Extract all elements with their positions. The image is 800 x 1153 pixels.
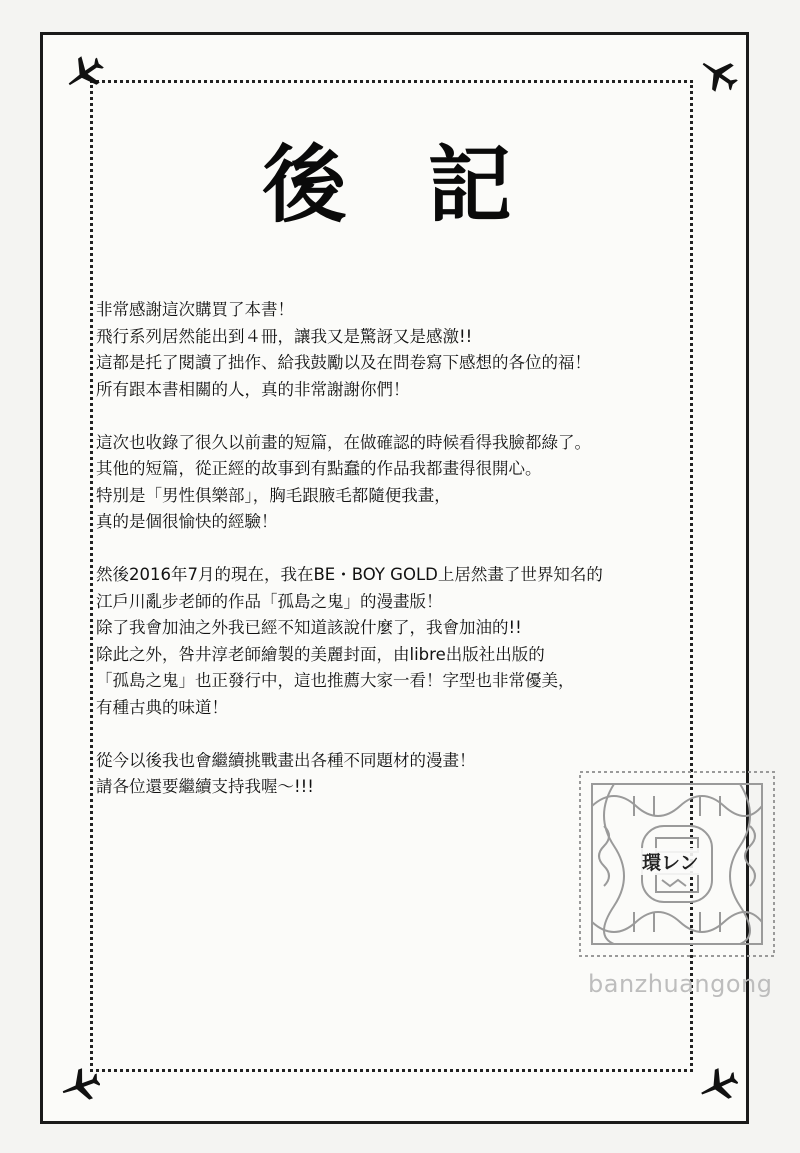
text-line: 所有跟本書相關的人，真的非常謝謝你們！ <box>96 379 410 399</box>
text-line: 從今以後我也會繼續挑戰畫出各種不同題材的漫畫！ <box>96 750 476 770</box>
text-line: 特別是「男性俱樂部」，胸毛跟腋毛都隨便我畫， <box>96 485 451 505</box>
airplane-icon <box>698 1066 738 1106</box>
text-line: 除此之外，咎井淳老師繪製的美麗封面，由libre出版社出版的 <box>96 644 545 664</box>
paragraph <box>96 430 736 536</box>
page-title: 後 記 <box>262 136 538 234</box>
text-line: 這都是托了閱讀了拙作、給我鼓勵以及在問卷寫下感想的各位的福！ <box>96 353 591 372</box>
airplane-icon <box>60 1066 100 1106</box>
text-line: 飛行系列居然能出到４冊，讓我又是驚訝又是感激!! <box>96 326 473 346</box>
afterword-body <box>96 297 736 827</box>
airplane-icon <box>698 54 738 94</box>
text-line: 然後2016年7月的現在，我在BE・BOY GOLD上居然畫了世界知名的 <box>96 565 603 584</box>
text-line: 江戶川亂步老師的作品「孤島之鬼」的漫畫版！ <box>96 591 443 611</box>
text-line: 真的是個很愉快的經驗！ <box>96 512 278 531</box>
paragraph <box>96 297 736 403</box>
author-signature: 環レン <box>640 848 701 875</box>
text-line: 其他的短篇，從正經的故事到有點蠢的作品我都畫得很開心。 <box>96 459 542 478</box>
text-line: 這次也收錄了很久以前畫的短篇，在做確認的時候看得我臉都綠了。 <box>96 432 591 452</box>
airplane-icon <box>64 54 104 94</box>
paragraph <box>96 562 736 721</box>
text-line: 請各位還要繼續支持我喔～!!! <box>96 777 314 796</box>
text-line: 非常感謝這次購買了本書！ <box>96 300 294 319</box>
text-line: 有種古典的味道！ <box>96 697 228 717</box>
watermark-text: banzhuangong <box>588 970 773 998</box>
text-line: 「孤島之鬼」也正發行中，這也推薦大家一看！字型也非常優美， <box>96 671 575 690</box>
text-line: 除了我會加油之外我已經不知道該說什麼了，我會加油的!! <box>96 618 522 637</box>
